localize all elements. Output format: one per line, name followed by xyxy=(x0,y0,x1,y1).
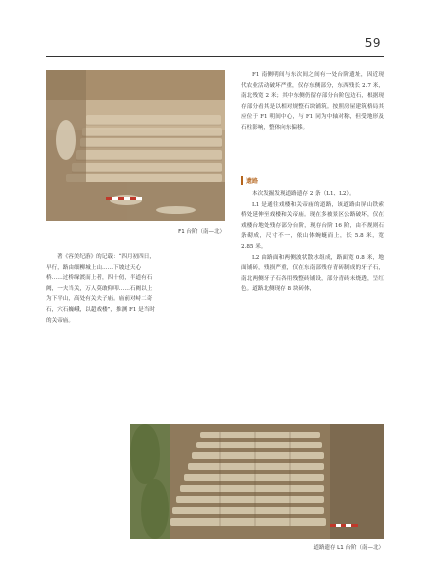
paragraph: L2 由路面和两侧波状散水组成，路面宽 0.8 米，地面铺砖，残损严重，仅在东南部残存青砖制成的牙子石，南北两侧牙子石各用残整砖铺设，部分青砖未烧透，呈红色。道路北侧现存 8 块砖体， xyxy=(241,254,384,293)
page-number: 59 xyxy=(364,36,381,50)
right-column-text-1 xyxy=(241,70,384,134)
photo-l1-image xyxy=(130,424,384,539)
header-rule xyxy=(46,56,384,57)
photo-caption-f1: F1 台阶（南—北） xyxy=(178,229,225,235)
scale-bar xyxy=(330,524,358,527)
scale-bar xyxy=(106,197,142,200)
photo-caption-l1: 道路遗存 L1 台阶（南—北） xyxy=(313,545,384,551)
paragraph: 本次发掘发现道路遗存 2 条（L1、L2）。 xyxy=(252,191,355,197)
section-heading: 遗路 xyxy=(241,176,258,185)
excavation-photo-l1 xyxy=(130,424,384,539)
paragraph: 著《容美纪游》的记载：“四月初四日，早行，路由细柳城上山……下坡过天心桥……过桥缘渡而上者，四十仞，半道有石阙，一夫当关，万人莫敢仰叩……石阙以上为下平山，高处有关夫子庙。庙前对峙二奇石，穴石巍峨，以超戏楼”，推测 F1 是当时的关帝庙。 xyxy=(46,254,155,324)
photo-f1-image xyxy=(46,70,225,221)
paragraph: L1 是通往戏楼和关帝庙的道路，该道路由屏山铁索桥处延伸至戏楼和关帝庙。现在多被景区公路破坏，仅在戏楼台地处残存部分台阶，现存台阶 16 阶，由不规则石条砌成，尺寸不一，依山体蜿蜒而上，长 5.8 米，宽 2.85 米。 xyxy=(241,201,384,250)
left-column-text xyxy=(46,252,157,326)
right-column-text-2 xyxy=(241,189,384,295)
excavation-photo-f1 xyxy=(46,70,225,221)
paragraph: F1 南侧明间与东次间之间有一处台阶遗址，因近现代农业活动破坏严重，仅存东侧部分，东西残长 2.7 米，南北残宽 2 米；其中东侧仍留存部分台阶包边石，根据现存部分看其是以相对规整石块铺筑。按照房屋建筑格局其应位于 F1 明间中心，与 F1 同为中轴对称，但受地形及石柱影响，整体向东偏移。 xyxy=(241,72,384,131)
